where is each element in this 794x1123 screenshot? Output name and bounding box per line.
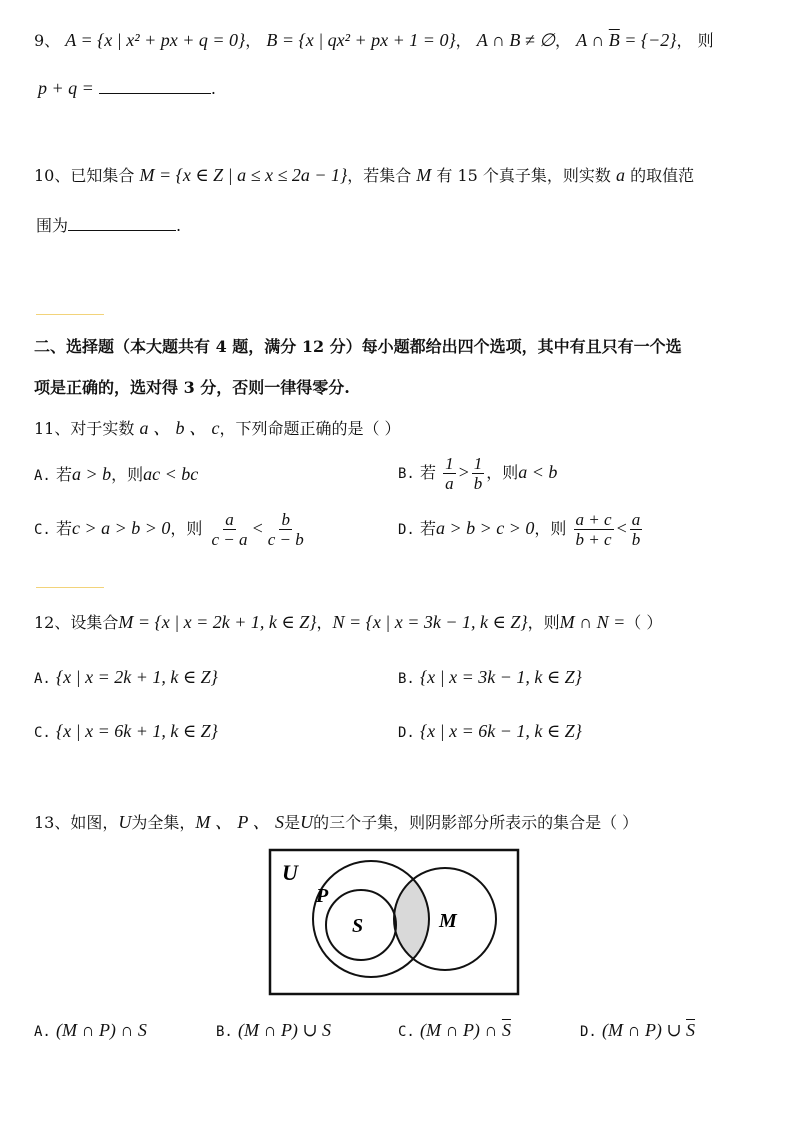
q9-answer-blank[interactable] <box>99 79 211 94</box>
q11-option-d[interactable]: D. 若a > b > c > 0，则 $\frac{a + c}{b + c}$ < $\frac{a}{b}$ <box>398 510 641 549</box>
venn-label-s: S <box>352 915 364 937</box>
section2-line1: 二、选择题（本大题共有 4 题，满分 12 分）每小题都给出四个选项，其中有且只有一个选 <box>34 337 682 356</box>
venn-label-u: U <box>282 860 298 885</box>
q13-option-c[interactable]: C. (M ∩ P) ∩ $\overline{S}$ <box>398 1020 511 1040</box>
q12-stem: 12、设集合M = {x | x = 2k + 1, k ∈ Z}，N = {x | x = 3k − 1, k ∈ Z}，则M ∩ N =（ ） <box>34 612 663 632</box>
q12-option-a[interactable]: A. {x | x = 2k + 1, k ∈ Z} <box>34 667 218 687</box>
q10-line1: 10、已知集合 M = {x ∈ Z | a ≤ x ≤ 2a − 1}，若集合 M 有 15 个真子集，则实数 a 的取值范 <box>34 165 695 185</box>
q9-condition-2: A ∩ $\overline{B} = \{-2\}$ <box>576 30 677 50</box>
q13-stem: 13、如图，U为全集，M 、 P 、 S是U的三个子集，则阴影部分所表示的集合是（ ） <box>34 812 639 832</box>
q12-option-d[interactable]: D. {x | x = 6k − 1, k ∈ Z} <box>398 721 582 741</box>
q9-line1: 9、 A = {x | x² + px + q = 0}， B = {x | qx² + px + 1 = 0}， A ∩ B ≠ ∅， A ∩ $\overline{B} = \{-2\}$， 则 <box>34 30 714 50</box>
q9-number: 9、 <box>34 31 61 50</box>
q9-ask: p + q = <box>38 78 94 98</box>
q9-condition-1: A ∩ B ≠ ∅ <box>476 30 555 50</box>
q9-b-complement: $\overline{B}$ <box>608 30 620 50</box>
q11-option-a[interactable]: A. 若a > b，则ac < bc <box>34 464 199 484</box>
section2-line2: 项是正确的，选对得 3 分，否则一律得零分. <box>34 378 350 397</box>
q13-option-b[interactable]: B. (M ∩ P) ∪ S <box>216 1020 332 1040</box>
separator-2 <box>36 587 104 588</box>
q11-option-c[interactable]: C. 若c > a > b > 0，则 $\frac{a}{c - a}$ < $\frac{b}{c - b}$ <box>34 510 304 549</box>
q12-option-b[interactable]: B. {x | x = 3k − 1, k ∈ Z} <box>398 667 582 687</box>
venn-diagram <box>268 848 520 996</box>
q9-line2: p + q = . <box>38 78 216 98</box>
q10-set-m: M = {x ∈ Z | a ≤ x ≤ 2a − 1} <box>139 165 348 185</box>
q10-line2: 围为 . <box>36 216 182 235</box>
q9-set-b: B = {x | qx² + px + 1 = 0} <box>266 30 456 50</box>
q12-option-c[interactable]: C. {x | x = 6k + 1, k ∈ Z} <box>34 721 218 741</box>
q10-answer-blank[interactable] <box>68 216 176 231</box>
q9-then: 则 <box>697 31 714 50</box>
q13-option-a[interactable]: A. (M ∩ P) ∩ S <box>34 1020 147 1040</box>
q9-set-a: A = {x | x² + px + q = 0} <box>65 30 246 50</box>
separator-1 <box>36 314 104 315</box>
q11-stem: 11、对于实数 a 、 b 、 c，下列命题正确的是（ ） <box>34 418 401 438</box>
venn-label-m: M <box>439 910 457 932</box>
venn-label-p: P <box>316 885 329 907</box>
q10-number: 10、 <box>34 166 71 185</box>
q13-option-d[interactable]: D. (M ∩ P) ∪ $\overline{S}$ <box>580 1020 696 1040</box>
q11-option-b[interactable]: B. 若 $\frac{1}{a}$ > $\frac{1}{b}$ ，则a < b <box>398 454 558 493</box>
